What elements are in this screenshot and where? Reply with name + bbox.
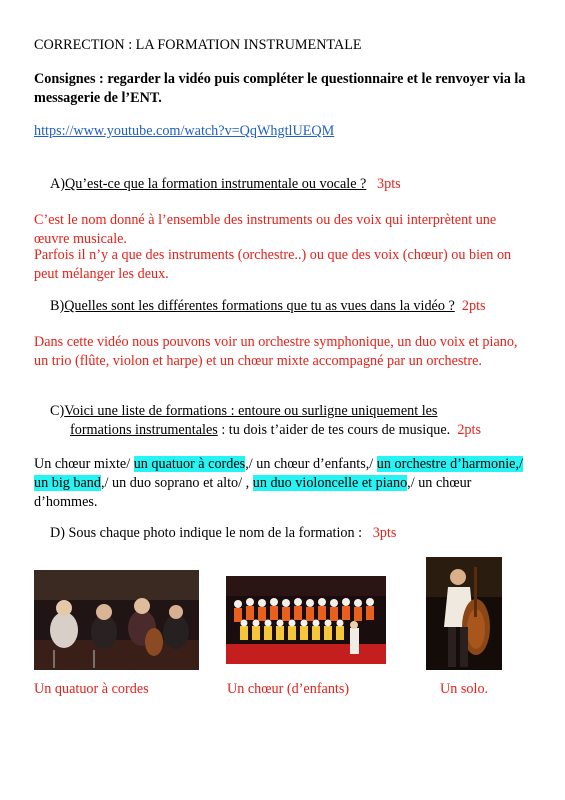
formation-item-highlighted: un duo violoncelle et piano [252, 475, 408, 491]
answer-b: Dans cette vidéo nous pouvons voir un orchestre symphonique, un duo voix et piano, un trio (flûte, violon et harpe) et un chœur mixte accompagné par un orchestre. [34, 334, 518, 369]
string-quartet-photo [34, 570, 199, 670]
formation-item-highlighted: un orchestre d’harmonie,/ un big band [34, 456, 523, 491]
caption-photo-3: Un solo. [440, 681, 489, 697]
question-c-text-rest: : tu dois t’aider de tes cours de musique. [217, 422, 451, 438]
question-a-letter: A) [50, 176, 65, 192]
children-choir-photo [226, 576, 386, 664]
question-c-points: 2pts [457, 422, 481, 438]
page-title: CORRECTION : LA FORMATION INSTRUMENTALE [34, 37, 362, 53]
double-bass-solo-photo [426, 557, 502, 670]
question-c [50, 402, 530, 440]
question-d-points: 3pts [372, 525, 397, 541]
question-a-text: Qu’est-ce que la formation instrumentale ou vocale ? [64, 176, 367, 192]
question-b-points: 2pts [461, 298, 486, 314]
caption-photo-2: Un chœur (d’enfants) [227, 681, 350, 697]
formation-item-highlighted: un quatuor à cordes [133, 456, 246, 472]
formation-item: Un chœur mixte/ [34, 456, 131, 472]
question-c-letter: C) [50, 403, 65, 419]
video-link[interactable]: https://www.youtube.com/watch?v=QqWhgtlUEQM [34, 123, 335, 139]
question-d-text: Sous chaque photo indique le nom de la formation : [68, 525, 363, 541]
formation-item: ,/ un chœur d’hommes. [34, 475, 472, 510]
formations-list [34, 455, 534, 512]
answer-a-2: Parfois il n’y a que des instruments (orchestre..) ou que des voix (chœur) ou bien on peut mélanger les deux. [34, 247, 512, 282]
question-d-letter: D) [50, 525, 65, 541]
question-a-points: 3pts [377, 176, 401, 192]
question-b [50, 297, 486, 316]
instructions: Consignes : regarder la vidéo puis compléter le questionnaire et le renvoyer via la messagerie de l’ENT. [34, 71, 526, 106]
question-b-text: Quelles sont les différentes formations que tu as vues dans la vidéo ? [64, 298, 455, 314]
formation-item: ,/ un chœur d’enfants,/ [245, 456, 374, 472]
answer-a-1: C’est le nom donné à l’ensemble des instruments ou des voix qui interprètent une œuvre musicale. [34, 212, 497, 247]
question-d [50, 524, 396, 543]
question-c-text-underlined: formations instrumentales [70, 422, 218, 438]
question-a [50, 175, 401, 194]
question-c-text-line1: Voici une liste de formations : entoure ou surligne uniquement les [64, 403, 438, 419]
question-b-letter: B) [50, 298, 65, 314]
formation-item: ,/ un duo soprano et alto/ , [101, 475, 250, 491]
caption-photo-1: Un quatuor à cordes [34, 681, 149, 697]
